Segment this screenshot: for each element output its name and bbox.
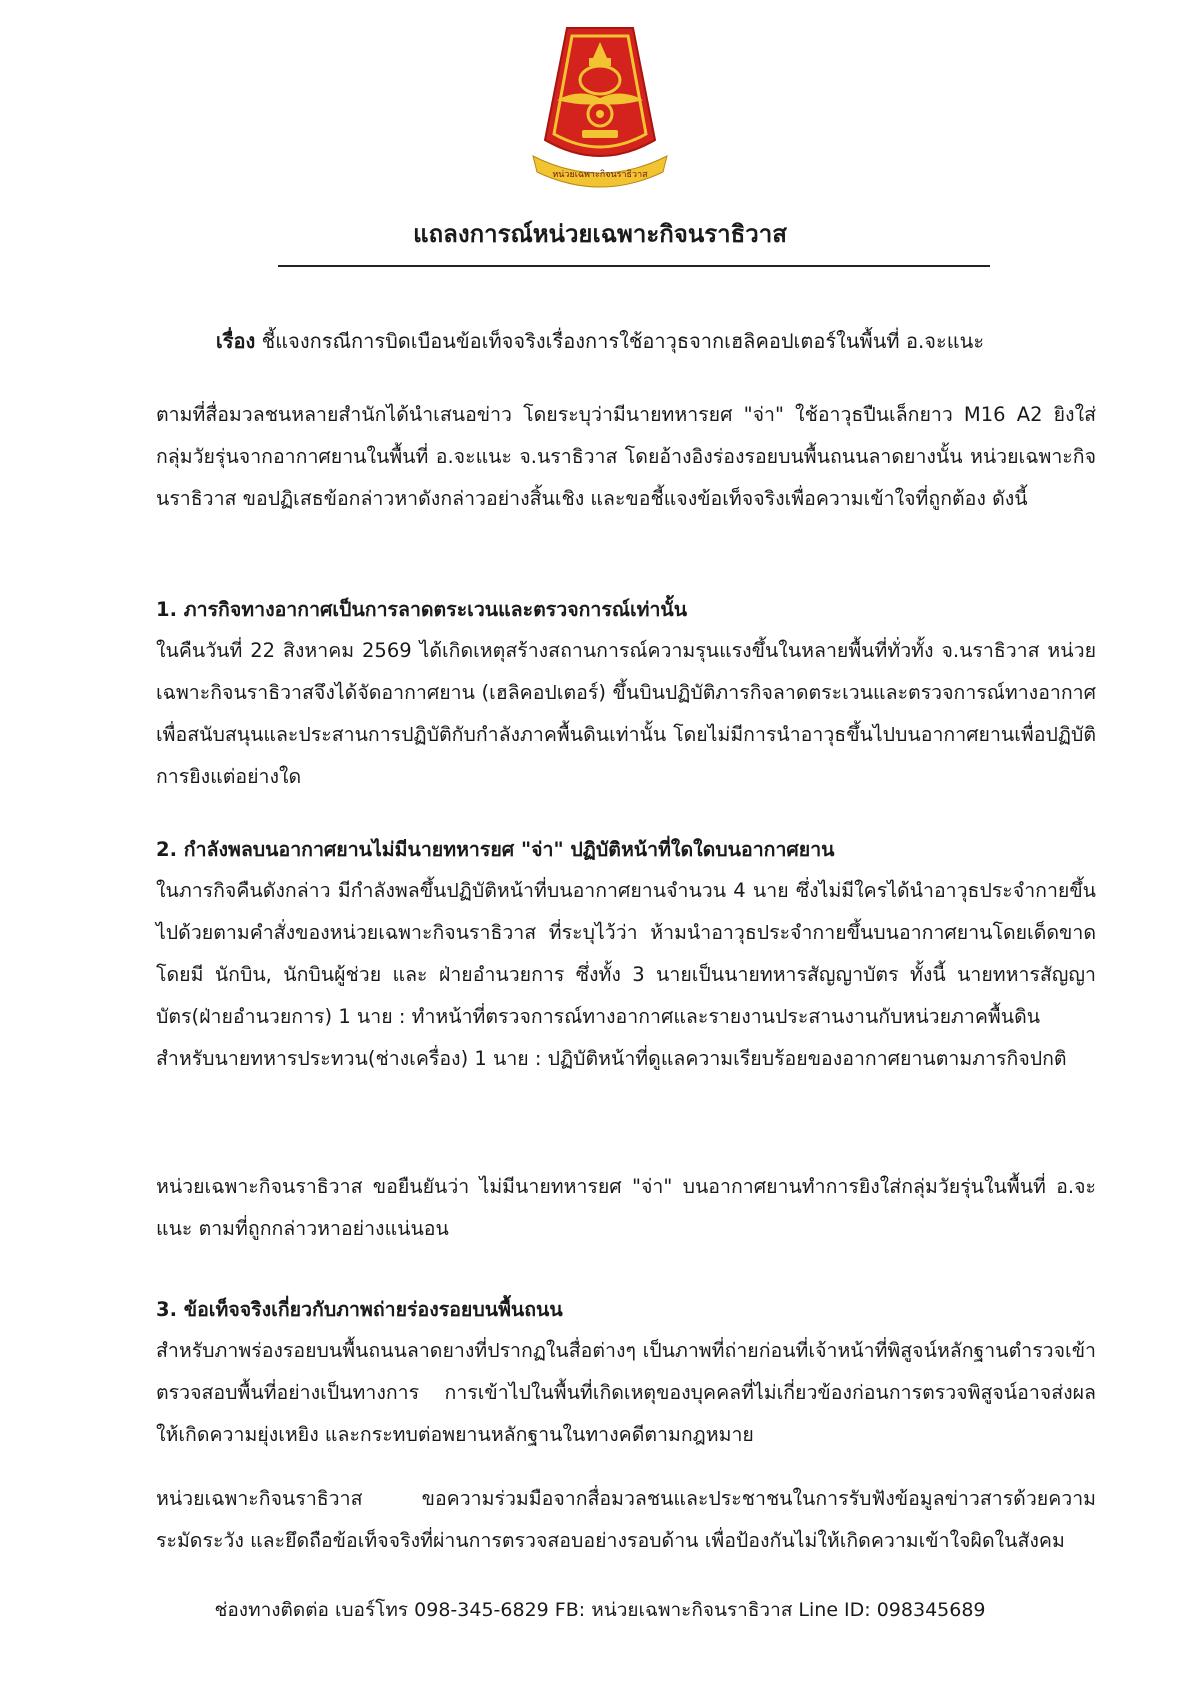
military-unit-emblem-icon: [527, 22, 673, 194]
intro-paragraph: ตามที่สื่อมวลชนหลายสำนักได้นำเสนอข่าว โดยระบุว่ามีนายทหารยศ "จ่า" ใช้อาวุธปืนเล็กยาว M16 A2 ยิงใส่กลุ่มวัยรุ่นจากอากาศยานในพื้นที่ อ.จะแนะ จ.นราธิวาส โดยอ้างอิงร่องรอยบนพื้นถนนลาดยางนั้น หน่วยเฉพาะกิจนราธิวาส ขอปฏิเสธข้อกล่าวหาดังกล่าวอย่างสิ้นเชิง และขอชี้แจงข้อเท็จจริงเพื่อความเข้าใจที่ถูกต้อง ดังนี้: [156, 403, 1096, 510]
section-1-heading: 1. ภารกิจทางอากาศเป็นการลาดตระเวนและตรวจการณ์เท่านั้น: [156, 598, 688, 621]
conclusion-paragraph: หน่วยเฉพาะกิจนราธิวาส ขอความร่วมมือจากสื่อมวลชนและประชาชนในการรับฟังข้อมูลข่าวสารด้วยความระมัดระวัง และยึดถือข้อเท็จจริงที่ผ่านการตรวจสอบอย่างรอบด้าน เพื่อป้องกันไม่ให้เกิดความเข้าใจผิดในสังคม: [156, 1487, 1096, 1552]
title-underline: [278, 265, 990, 267]
section-1-paragraph: ในคืนวันที่ 22 สิงหาคม 2569 ได้เกิดเหตุสร้างสถานการณ์ความรุนแรงขึ้นในหลายพื้นที่ทั่วทั้ง จ.นราธิวาส หน่วยเฉพาะกิจนราธิวาสจึงได้จัดอากาศยาน (เฮลิคอปเตอร์) ขึ้นบินปฏิบัติภารกิจลาดตระเวนและตรวจการณ์ทางอากาศ เพื่อสนับสนุนและประสานการปฏิบัติกับกำลังภาคพื้นดินเท่านั้น โดยไม่มีการนำอาวุธขึ้นไปบนอากาศยานเพื่อปฏิบัติการยิงแต่อย่างใด: [156, 639, 1096, 788]
conclusion-block: [156, 1478, 1096, 1562]
section-1: [156, 590, 1096, 798]
contact-line: ช่องทางติดต่อ เบอร์โทร 098-345-6829 FB: หน่วยเฉพาะกิจนราธิวาส Line ID: 098345689: [214, 1599, 986, 1621]
subject-label: เรื่อง: [215, 329, 256, 353]
section-3-paragraph: สำหรับภาพร่องรอยบนพื้นถนนลาดยางที่ปรากฏในสื่อต่างๆ เป็นภาพที่ถ่ายก่อนที่เจ้าหน้าที่พิสูจน์หลักฐานตำรวจเข้าตรวจสอบพื้นที่อย่างเป็นทางการ การเข้าไปในพื้นที่เกิดเหตุของบุคคลที่ไม่เกี่ยวข้องก่อนการตรวจพิสูจน์อาจส่งผลให้เกิดความยุ่งเหยิง และกระทบต่อพยานหลักฐานในทางคดีตามกฎหมาย: [156, 1339, 1096, 1446]
emblem-ribbon-text: หน่วยเฉพาะกิจนราธิวาส: [552, 170, 648, 180]
section-2-heading: 2. กำลังพลบนอากาศยานไม่มีนายทหารยศ "จ่า" ปฏิบัติหน้าที่ใดใดบนอากาศยาน: [156, 838, 835, 861]
statement-title: แถลงการณ์หน่วยเฉพาะกิจนราธิวาส: [413, 220, 787, 248]
intro-block: [156, 394, 1096, 520]
subject-text: ชี้แจงกรณีการบิดเบือนข้อเท็จจริงเรื่องการใช้อาวุธจากเฮลิคอปเตอร์ในพื้นที่ อ.จะแนะ: [261, 329, 985, 353]
section-2-closing-block: [156, 1166, 1096, 1250]
section-2-paragraph-2: สำหรับนายทหารประทวน(ช่างเครื่อง) 1 นาย : ปฏิบัติหน้าที่ดูแลความเรียบร้อยของอากาศยานตามภารกิจปกติ: [156, 1047, 1067, 1070]
section-3: [156, 1290, 1096, 1456]
section-2: [156, 830, 1096, 1080]
section-2-closing: หน่วยเฉพาะกิจนราธิวาส ขอยืนยันว่า ไม่มีนายทหารยศ "จ่า" บนอากาศยานทำการยิงใส่กลุ่มวัยรุ่นในพื้นที่ อ.จะแนะ ตามที่ถูกกล่าวหาอย่างแน่นอน: [156, 1175, 1096, 1240]
section-3-heading: 3. ข้อเท็จจริงเกี่ยวกับภาพถ่ายร่องรอยบนพื้นถนน: [156, 1298, 563, 1321]
subject-line: [0, 326, 1200, 356]
section-2-paragraph-1: ในภารกิจคืนดังกล่าว มีกำลังพลขึ้นปฏิบัติหน้าที่บนอากาศยานจำนวน 4 นาย ซึ่งไม่มีใครได้นำอาวุธประจำกายขึ้นไปด้วยตามคำสั่งของหน่วยเฉพาะกิจนราธิวาส ที่ระบุไว้ว่า ห้ามนำอาวุธประจำกายขึ้นบนอากาศยานโดยเด็ดขาด โดยมี นักบิน, นักบินผู้ช่วย และ ฝ่ายอำนวยการ ซึ่งทั้ง 3 นายเป็นนายทหารสัญญาบัตร ทั้งนี้ นายทหารสัญญาบัตร(ฝ่ายอำนวยการ) 1 นาย : ทำหน้าที่ตรวจการณ์ทางอากาศและรายงานประสานงานกับหน่วยภาคพื้นดิน: [156, 879, 1096, 1028]
